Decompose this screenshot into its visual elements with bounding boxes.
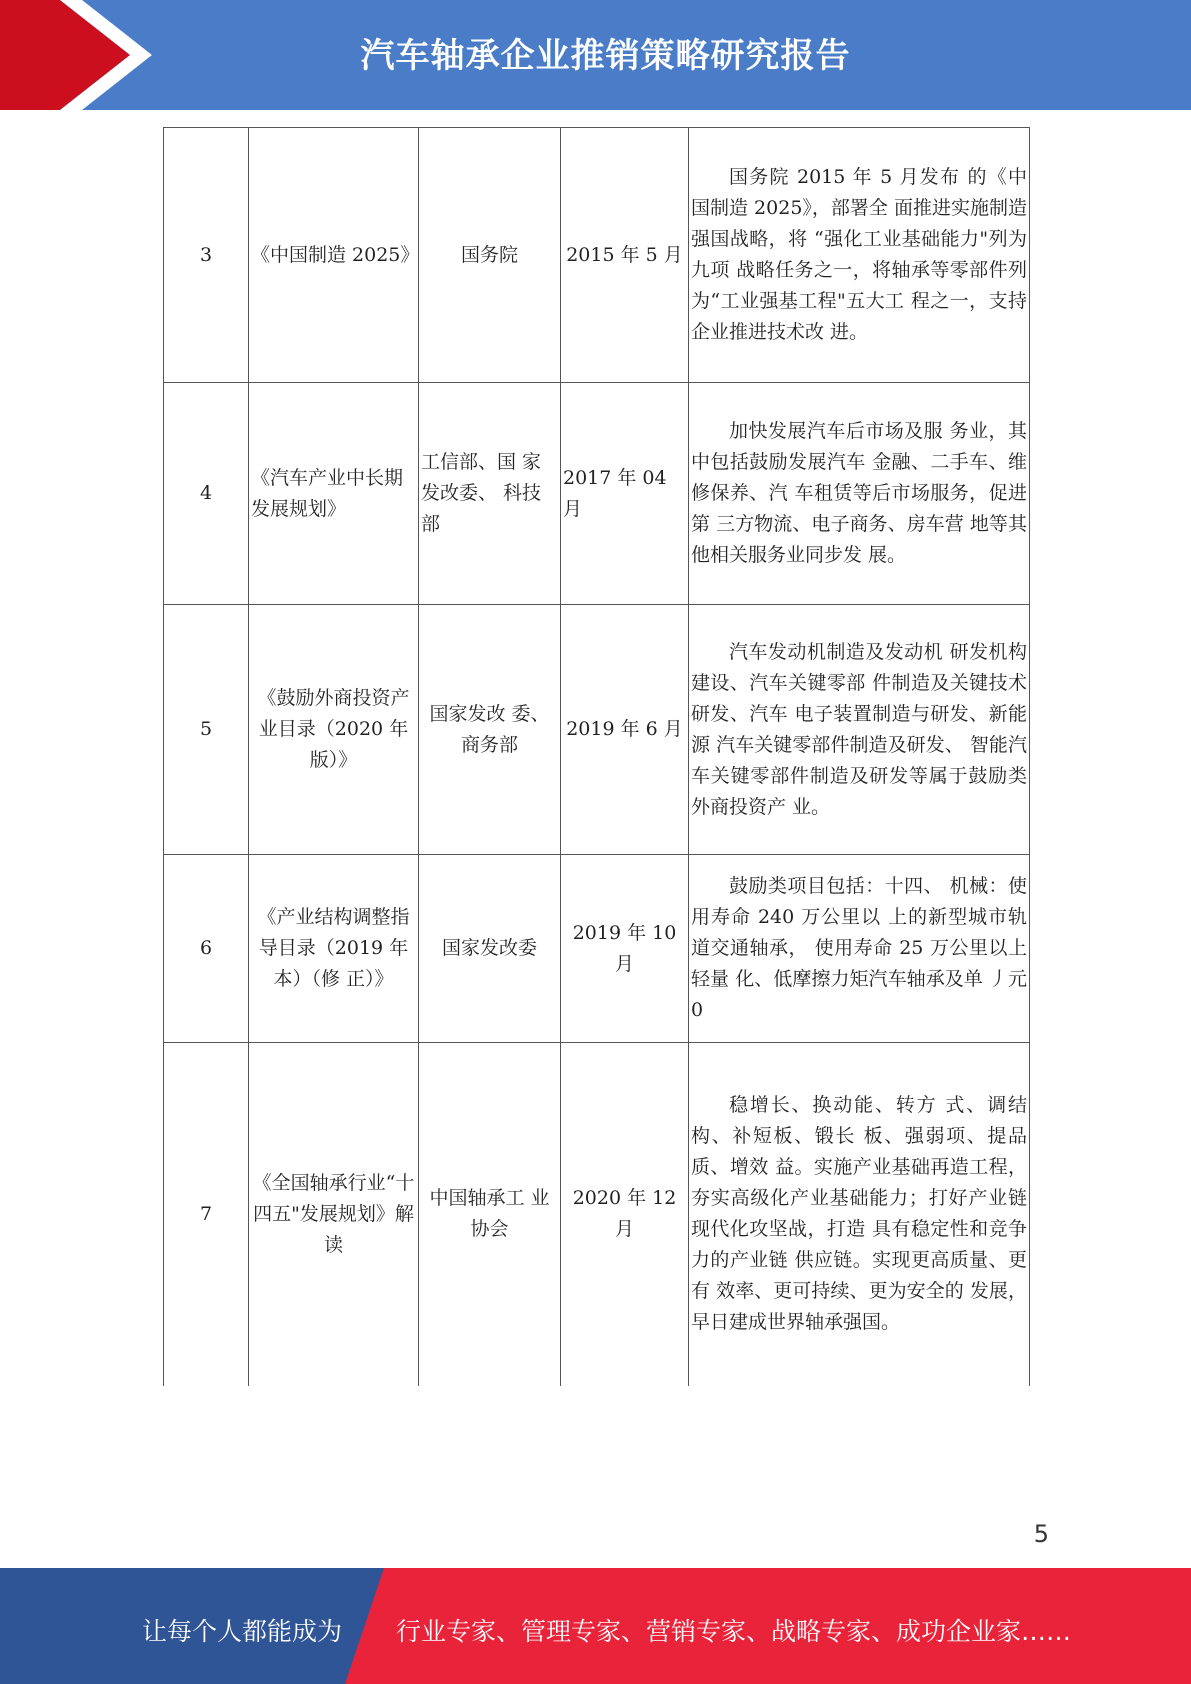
policy-description: 加快发展汽车后市场及服 务业，其中包括鼓励发展汽车 金融、二手车、维修保养、汽 车租赁等后市场服务，促进第 三方物流、电子商务、房车营 地等其他相关服务业同步发 展。 <box>689 383 1030 605</box>
policy-name: 《产业结构调整指导目录（2019 年本）（修 正）》 <box>249 855 419 1043</box>
issue-date: 2017 年 04 月 <box>561 383 689 605</box>
row-number: 3 <box>164 128 249 383</box>
policy-description: 鼓励类项目包括：十四、 机械：使用寿命 240 万公里以 上的新型城市轨道交通轴承， 使用寿命 25 万公里以上轻量 化、低摩擦力矩汽车轴承及单 丿元 0 <box>689 855 1030 1043</box>
page-footer <box>0 1568 1191 1684</box>
policy-table <box>163 127 1030 1386</box>
policy-name: 《鼓励外商投资产业目录（2020 年版）》 <box>249 605 419 855</box>
row-number: 5 <box>164 605 249 855</box>
row-number: 6 <box>164 855 249 1043</box>
policy-name: 《中国制造 2025》 <box>249 128 419 383</box>
issue-date: 2015 年 5 月 <box>561 128 689 383</box>
policy-name: 《汽车产业中长期发展规划》 <box>249 383 419 605</box>
table-row <box>164 855 1030 1043</box>
policy-description: 汽车发动机制造及发动机 研发机构建设、汽车关键零部 件制造及关键技术研发、汽车 电子装置制造与研发、新能源 汽车关键零部件制造及研发、 智能汽车关键零部件制造及研发等属于鼓励类外商投资产 业。 <box>689 605 1030 855</box>
issue-date: 2019 年 6 月 <box>561 605 689 855</box>
issue-date: 2020 年 12 月 <box>561 1043 689 1386</box>
issuing-agency: 工信部、国 家 发改委、 科技部 <box>419 383 561 605</box>
issuing-agency: 国务院 <box>419 128 561 383</box>
policy-table-container <box>163 127 1029 1386</box>
issuing-agency: 国家发改 委、商务部 <box>419 605 561 855</box>
policy-name: 《全国轴承行业“十四五"发展规划》解读 <box>249 1043 419 1386</box>
policy-description: 稳增长、换动能、转方 式、调结构、补短板、锻长 板、强弱项、提品质、增效 益。实施产业基础再造工程， 夯实高级化产业基础能力；打好产业链现代化攻坚战，打造 具有稳定性和竞争力的产业链 供应链。实现更高质量、更有 效率、更可持续、更为安全的 发展，早日建成世界轴承强国。 <box>689 1043 1030 1386</box>
issuing-agency: 国家发改委 <box>419 855 561 1043</box>
issue-date: 2019 年 10 月 <box>561 855 689 1043</box>
footer-slogan-left: 让每个人都能成为 <box>142 1617 343 1646</box>
table-row <box>164 128 1030 383</box>
table-row <box>164 383 1030 605</box>
issuing-agency: 中国轴承工 业协会 <box>419 1043 561 1386</box>
report-title: 汽车轴承企业推销策略研究报告 <box>360 36 851 76</box>
table-row <box>164 605 1030 855</box>
footer-slogan-right: 行业专家、管理专家、营销专家、战略专家、成功企业家…… <box>396 1617 1072 1646</box>
row-number: 4 <box>164 383 249 605</box>
page-number: 5 <box>1033 1520 1049 1548</box>
table-row <box>164 1043 1030 1386</box>
policy-description: 国务院 2015 年 5 月发布 的《中国制造 2025》，部署全 面推进实施制造强国战略，将 “强化工业基础能力"列为九项 战略任务之一，将轴承等零部件列为“工业强基工程"五大工 程之一，支持企业推进技术改 进。 <box>689 128 1030 383</box>
row-number: 7 <box>164 1043 249 1386</box>
page-header <box>0 0 1191 110</box>
